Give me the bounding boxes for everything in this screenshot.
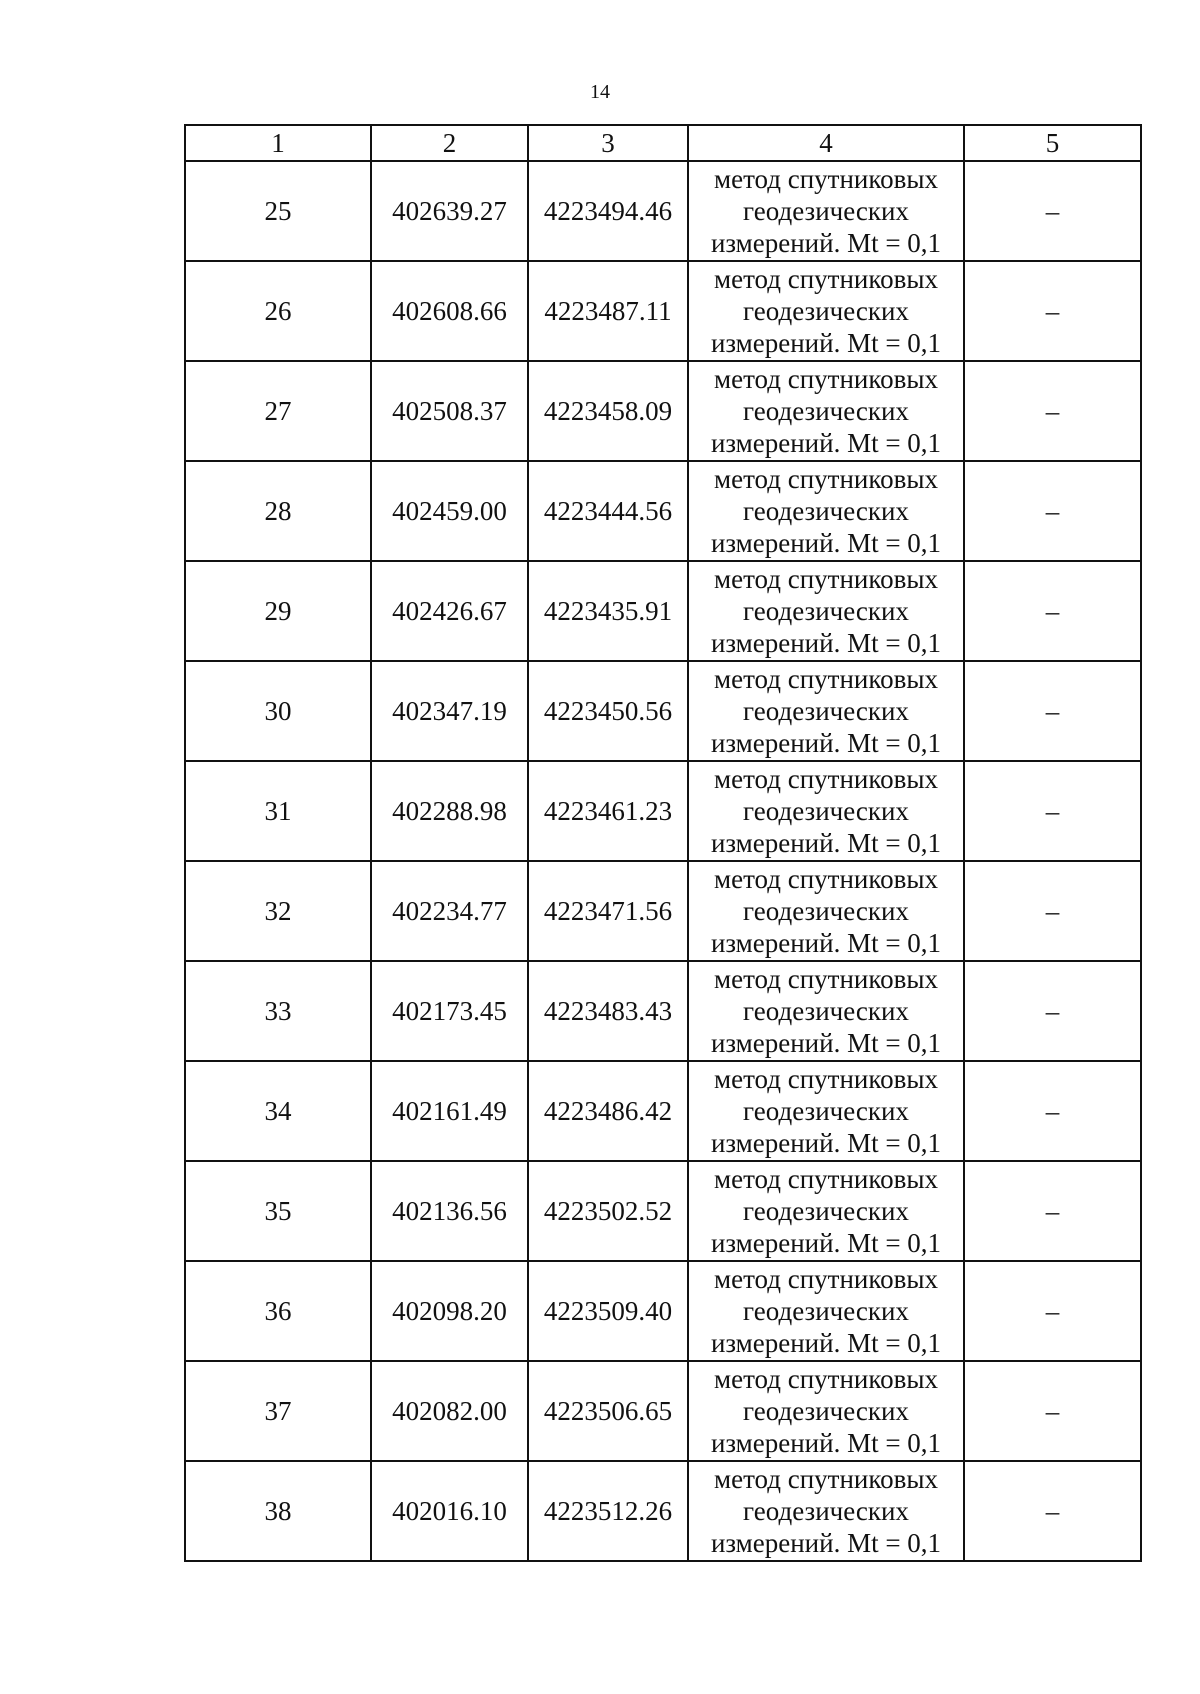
y-coordinate-cell: 4223450.56 bbox=[528, 661, 688, 761]
point-number-cell: 33 bbox=[185, 961, 371, 1061]
point-number-cell: 34 bbox=[185, 1061, 371, 1161]
method-cell bbox=[688, 361, 964, 461]
method-line: метод спутниковых bbox=[714, 364, 938, 394]
method-line: геодезических bbox=[743, 996, 909, 1026]
x-coordinate-cell: 402459.00 bbox=[371, 461, 528, 561]
method-line: геодезических bbox=[743, 196, 909, 226]
note-cell: – bbox=[964, 1061, 1141, 1161]
point-number-cell: 28 bbox=[185, 461, 371, 561]
note-cell: – bbox=[964, 961, 1141, 1061]
x-coordinate-cell: 402608.66 bbox=[371, 261, 528, 361]
method-line: метод спутниковых bbox=[714, 564, 938, 594]
method-line: измерений. Mt = 0,1 bbox=[710, 928, 942, 958]
y-coordinate-cell: 4223458.09 bbox=[528, 361, 688, 461]
method-line: метод спутниковых bbox=[714, 764, 938, 794]
y-coordinate-cell: 4223494.46 bbox=[528, 161, 688, 261]
method-line: метод спутниковых bbox=[714, 264, 938, 294]
method-line: геодезических bbox=[743, 1496, 909, 1526]
method-line: геодезических bbox=[743, 1396, 909, 1426]
point-number-cell: 25 bbox=[185, 161, 371, 261]
method-line: геодезических bbox=[743, 296, 909, 326]
method-cell bbox=[688, 461, 964, 561]
y-coordinate-cell: 4223483.43 bbox=[528, 961, 688, 1061]
table-body bbox=[185, 161, 1141, 1561]
method-line: измерений. Mt = 0,1 bbox=[710, 228, 942, 258]
header-cell-3: 3 bbox=[528, 125, 688, 161]
method-cell bbox=[688, 1261, 964, 1361]
method-line: геодезических bbox=[743, 1296, 909, 1326]
method-line: измерений. Mt = 0,1 bbox=[710, 1028, 942, 1058]
x-coordinate-cell: 402347.19 bbox=[371, 661, 528, 761]
method-line: метод спутниковых bbox=[714, 1264, 938, 1294]
note-cell: – bbox=[964, 1461, 1141, 1561]
point-number-cell: 29 bbox=[185, 561, 371, 661]
x-coordinate-cell: 402136.56 bbox=[371, 1161, 528, 1261]
header-cell-5: 5 bbox=[964, 125, 1141, 161]
method-cell bbox=[688, 961, 964, 1061]
method-line: геодезических bbox=[743, 596, 909, 626]
method-cell bbox=[688, 661, 964, 761]
method-line: измерений. Mt = 0,1 bbox=[710, 428, 942, 458]
table-row bbox=[185, 261, 1141, 361]
method-line: измерений. Mt = 0,1 bbox=[710, 1328, 942, 1358]
point-number-cell: 37 bbox=[185, 1361, 371, 1461]
note-cell: – bbox=[964, 261, 1141, 361]
table-row bbox=[185, 861, 1141, 961]
method-line: измерений. Mt = 0,1 bbox=[710, 828, 942, 858]
point-number-cell: 30 bbox=[185, 661, 371, 761]
method-cell bbox=[688, 1161, 964, 1261]
method-line: геодезических bbox=[743, 396, 909, 426]
table-row bbox=[185, 961, 1141, 1061]
y-coordinate-cell: 4223509.40 bbox=[528, 1261, 688, 1361]
method-line: измерений. Mt = 0,1 bbox=[710, 1128, 942, 1158]
method-line: измерений. Mt = 0,1 bbox=[710, 1528, 942, 1558]
method-line: метод спутниковых bbox=[714, 1464, 938, 1494]
x-coordinate-cell: 402016.10 bbox=[371, 1461, 528, 1561]
method-line: измерений. Mt = 0,1 bbox=[710, 628, 942, 658]
method-cell bbox=[688, 1461, 964, 1561]
method-cell bbox=[688, 761, 964, 861]
table-row bbox=[185, 561, 1141, 661]
method-line: метод спутниковых bbox=[714, 664, 938, 694]
point-number-cell: 32 bbox=[185, 861, 371, 961]
point-number-cell: 27 bbox=[185, 361, 371, 461]
note-cell: – bbox=[964, 661, 1141, 761]
y-coordinate-cell: 4223435.91 bbox=[528, 561, 688, 661]
method-line: метод спутниковых bbox=[714, 1164, 938, 1194]
point-number-cell: 36 bbox=[185, 1261, 371, 1361]
method-line: метод спутниковых bbox=[714, 1364, 938, 1394]
x-coordinate-cell: 402288.98 bbox=[371, 761, 528, 861]
method-line: измерений. Mt = 0,1 bbox=[710, 328, 942, 358]
page-number: 14 bbox=[590, 81, 610, 103]
method-line: метод спутниковых bbox=[714, 964, 938, 994]
method-line: геодезических bbox=[743, 896, 909, 926]
y-coordinate-cell: 4223486.42 bbox=[528, 1061, 688, 1161]
table-row bbox=[185, 1161, 1141, 1261]
note-cell: – bbox=[964, 761, 1141, 861]
header-cell-1: 1 bbox=[185, 125, 371, 161]
method-line: геодезических bbox=[743, 496, 909, 526]
table-row bbox=[185, 1261, 1141, 1361]
method-cell bbox=[688, 1361, 964, 1461]
y-coordinate-cell: 4223461.23 bbox=[528, 761, 688, 861]
y-coordinate-cell: 4223444.56 bbox=[528, 461, 688, 561]
header-cell-2: 2 bbox=[371, 125, 528, 161]
note-cell: – bbox=[964, 861, 1141, 961]
point-number-cell: 38 bbox=[185, 1461, 371, 1561]
y-coordinate-cell: 4223471.56 bbox=[528, 861, 688, 961]
x-coordinate-cell: 402082.00 bbox=[371, 1361, 528, 1461]
table-row bbox=[185, 461, 1141, 561]
table-row bbox=[185, 1461, 1141, 1561]
note-cell: – bbox=[964, 561, 1141, 661]
point-number-cell: 26 bbox=[185, 261, 371, 361]
y-coordinate-cell: 4223512.26 bbox=[528, 1461, 688, 1561]
table-row bbox=[185, 1061, 1141, 1161]
note-cell: – bbox=[964, 1361, 1141, 1461]
method-line: геодезических bbox=[743, 796, 909, 826]
x-coordinate-cell: 402161.49 bbox=[371, 1061, 528, 1161]
method-cell bbox=[688, 861, 964, 961]
note-cell: – bbox=[964, 161, 1141, 261]
y-coordinate-cell: 4223502.52 bbox=[528, 1161, 688, 1261]
method-cell bbox=[688, 561, 964, 661]
x-coordinate-cell: 402508.37 bbox=[371, 361, 528, 461]
x-coordinate-cell: 402098.20 bbox=[371, 1261, 528, 1361]
method-cell bbox=[688, 1061, 964, 1161]
method-cell bbox=[688, 161, 964, 261]
table-row bbox=[185, 661, 1141, 761]
note-cell: – bbox=[964, 1161, 1141, 1261]
table-row bbox=[185, 161, 1141, 261]
table-row bbox=[185, 361, 1141, 461]
y-coordinate-cell: 4223487.11 bbox=[528, 261, 688, 361]
note-cell: – bbox=[964, 361, 1141, 461]
x-coordinate-cell: 402234.77 bbox=[371, 861, 528, 961]
table-row bbox=[185, 761, 1141, 861]
method-line: измерений. Mt = 0,1 bbox=[710, 528, 942, 558]
coordinates-table bbox=[184, 124, 1142, 1562]
method-line: метод спутниковых bbox=[714, 464, 938, 494]
note-cell: – bbox=[964, 461, 1141, 561]
header-cell-4: 4 bbox=[688, 125, 964, 161]
table-row bbox=[185, 1361, 1141, 1461]
x-coordinate-cell: 402426.67 bbox=[371, 561, 528, 661]
method-line: измерений. Mt = 0,1 bbox=[710, 728, 942, 758]
note-cell: – bbox=[964, 1261, 1141, 1361]
point-number-cell: 35 bbox=[185, 1161, 371, 1261]
method-line: метод спутниковых bbox=[714, 164, 938, 194]
method-line: геодезических bbox=[743, 1196, 909, 1226]
method-line: геодезических bbox=[743, 696, 909, 726]
x-coordinate-cell: 402173.45 bbox=[371, 961, 528, 1061]
table-header-row bbox=[185, 125, 1141, 161]
y-coordinate-cell: 4223506.65 bbox=[528, 1361, 688, 1461]
method-line: метод спутниковых bbox=[714, 1064, 938, 1094]
point-number-cell: 31 bbox=[185, 761, 371, 861]
method-line: измерений. Mt = 0,1 bbox=[710, 1428, 942, 1458]
x-coordinate-cell: 402639.27 bbox=[371, 161, 528, 261]
method-line: геодезических bbox=[743, 1096, 909, 1126]
method-line: измерений. Mt = 0,1 bbox=[710, 1228, 942, 1258]
method-cell bbox=[688, 261, 964, 361]
method-line: метод спутниковых bbox=[714, 864, 938, 894]
